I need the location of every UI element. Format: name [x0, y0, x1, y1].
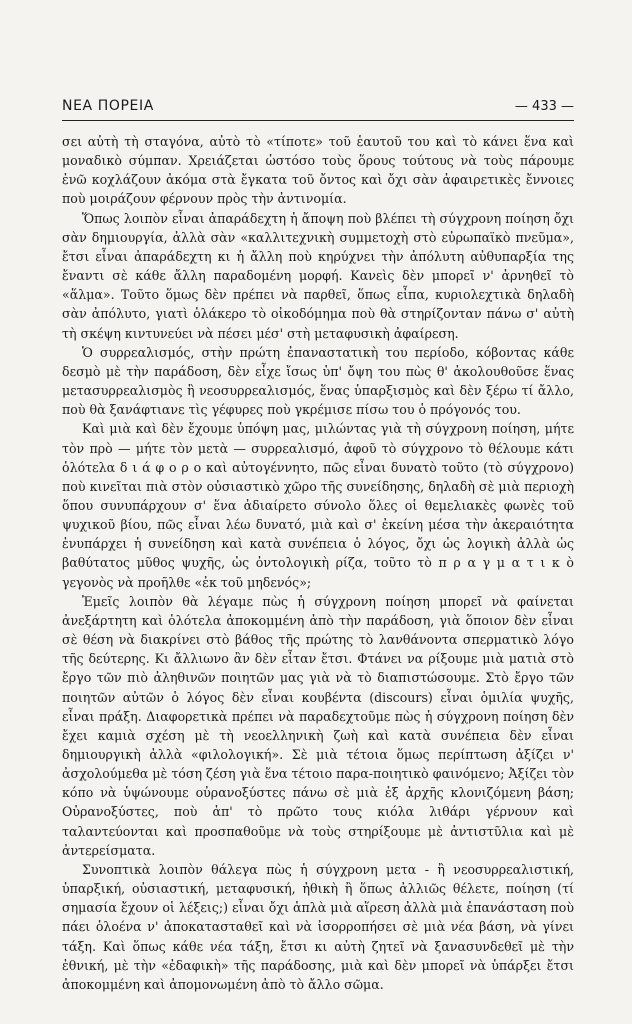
header-rule [62, 120, 574, 121]
paragraph-5: Ἐμεῖς λοιπὸν θὰ λέγαμε πὼς ἡ σύγχρονη ποίηση μπορεῖ νὰ φαίνεται ἀνεξάρτητη καὶ ὁλότελα ἀποκομμένη ἀπὸ τὴν παράδοση, γιὰ ὅποιον δὲν εἶναι σὲ θέση νὰ διακρίνει στὸ βάθος τῆς πρώτης τὸ λανθάνοντα σπερματικὸ λόγο τῆς δεύτερης. Κι ἄλλιωνο ἂν δὲν εἶταν ἔτσι. Φτάνει να ρίξουμε μιὰ ματιὰ στὸ ἔργο τῶν πιὸ ἀληθινῶν ποιητῶν μας γιὰ νὰ τὸ διαπιστώσουμε. Στὸ ἔργο τῶν ποιητῶν αὐτῶν ὁ λόγος δὲν εἶναι κουβέντα (discours) εἶναι ὁμιλία ψυχῆς, εἶναι πράξη. Διαφορετικὰ πρέπει νὰ παραδεχτοῦμε πὼς ἡ σύγχρονη ποίηση δὲν ἔχει καμιὰ σχέση μὲ τὴ νεοελληνικὴ ζωὴ καὶ κατὰ συνέπεια δὲν εἶναι δημιουργικὴ ἀλλὰ «φιλολογική». Σὲ μιὰ τέτοια ὅμως περίπτωση ἀξίζει ν' ἀσχολούμεθα μὲ τόση ζέση γιὰ ἕνα τέτοιο παρα-ποιητικὸ φαινόμενο; Ἀξίζει τὸν κόπο νὰ ὑψώνουμε οὐρανοξύστες πάνω σὲ μιὰ ἐξ ἀρχῆς κλονιζόμενη βάση; Οὐρανοξύστες, ποὺ ἀπ' τὸ πρῶτο τους κιόλα λιθάρι γέρνουν καὶ ταλαντεύονται καὶ προσπαθοῦμε νὰ τοὺς στηρίξουμε μὲ ἀντιστῦλια καὶ μὲ ἀντερείσματα. [62, 593, 574, 858]
journal-title: ΝΕΑ ΠΟΡΕΙΑ [62, 98, 154, 114]
page-number: — 433 — [514, 99, 574, 114]
paragraph-3: Ὁ συρρεαλισμός, στὴν πρώτη ἐπαναστατικὴ του περίοδο, κόβοντας κάθε δεσμὸ μὲ τὴν παράδοση, δὲν εἶχε ἴσως ὑπ' ὄψη του πὼς θ' ἀκολουθοῦσε ἕνας μετασυρρεαλισμὸς ἢ νεοσυρρεαλισμός, ἕνας ὑπαρξισμὸς καὶ δὲν ξέρω τί ἄλλο, ποὺ θὰ ξανάφτιανε τὶς γέφυρες ποὺ γκρέμισε πίσω του ὁ πρόγονός του. [62, 344, 574, 418]
running-header [62, 92, 574, 114]
paragraph-2: Ὅπως λοιπὸν εἶναι ἀπαράδεχτη ἡ ἄποψη ποὺ βλέπει τὴ σύγχρονη ποίηση ὄχι σὰν δημιουργία, ἀλλὰ σὰν «καλλιτεχνικὴ συμμετοχὴ στὸ εὐρωπαϊκὸ πνεῦμα», ἔτσι εἶναι ἀπαράδεχτη κι ἡ ἄλλη ποὺ κηρύχνει τὴν ἀπόλυτη αὐθυπαρξία της ἔναντι σὲ κάθε ἄλλη παραδομένη μορφή. Κανεὶς δὲν μπορεῖ ν' ἀρνηθεῖ τὸ «ἅλμα». Τοῦτο ὅμως δὲν πρέπει νὰ παρθεῖ, ὅπως εἶπα, κυριολεχτικὰ δηλαδὴ σὰν ἀπόλυτο, γιατὶ ὁλάκερο τὸ οἰκοδόμημα ποὺ θὰ στηρίζονταν πάνω σ' αὐτὴ τὴ σκέψη κιντυνεύει νὰ πέσει μέσ' στὴ μεταφυσικὴ ἀφαίρεση. [62, 210, 574, 341]
article-body [62, 132, 574, 994]
paragraph-6: Συνοπτικὰ λοιπὸν θάλεγα πὼς ἡ σύγχρονη μετα - ἢ νεοσυρρεαλιστική, ὑπαρξική, οὐσιαστική, μεταφυσική, ἠθικὴ ἢ ὅπως ἀλλιῶς θέλετε, ποίηση (τί σημασία ἔχουν οἱ λέξεις;) εἶναι ὄχι ἁπλὰ μιὰ αἵρεση ἀλλὰ μιὰ ἐπανάσταση ποὺ πάει ὁλοένα ν' ἀποκατασταθεῖ καὶ νὰ ἰσορροπήσει σὲ μιὰ νέα βάση, νὰ γίνει τάξη. Καὶ ὅπως κάθε νέα τάξη, ἔτσι κι αὐτὴ ζητεῖ νὰ ξανασυνδεθεῖ μὲ τὴν ἐθνική, μὲ τὴν «ἐδαφικὴ» τῆς παράδοσης, μιὰ καὶ δὲν μπορεῖ νὰ ὑπάρξει ἔτσι ἀποκομμένη καὶ ἀπομονωμένη ἀπὸ τὸ ἄλλο σῶμα. [62, 861, 574, 992]
paragraph-1: σει αὐτὴ τὴ σταγόνα, αὐτὸ τὸ «τίποτε» τοῦ ἑαυτοῦ του καὶ τὸ κάνει ἕνα καὶ μοναδικὸ σύμπαν. Χρειάζεται ὡστόσο τοὺς ὅρους τούτους νὰ τοὺς πάρουμε ἐνῶ κοχλάζουν ἀκόμα στὰ ἔγκατα τοῦ ὄντος καὶ ὄχι σὰν ἀφαιρετικὲς ἔννοιες ποὺ μοιράζουν φέρνουν πρὸς τὴν ἀντινομία. [62, 134, 574, 207]
paragraph-4: Καὶ μιὰ καὶ δὲν ἔχουμε ὑπόψη μας, μιλώντας γιὰ τὴ σύγχρονη ποίηση, μήτε τὸν πρὸ — μήτε τὸν μετὰ — συρρεαλισμό, ἀφοῦ τὸ σύγχρονο τὸ θέλουμε κάτι ὁλότελα δ ι ά φ ο ρ ο καὶ αὐτογέννητο, πῶς εἶναι δυνατὸ τοῦτο (τὸ σύγχρονο) ποὺ κινεῖται πιὰ στὸν οὐσιαστικὸ χῶρο τῆς συνείδησης, δηλαδὴ σὲ μιὰ περιοχὴ ὅπου συνυπάρχουν σ' ἕνα ἀδιαίρετο σύνολο ὅλες οἱ θεμελιακὲς φωνὲς τοῦ ψυχικοῦ βίου, πῶς εἶναι λέω δυνατό, μιὰ καὶ σ' ἐκείνη μέσα τὴν ἀκεραιότητα ἐνυπάρχει ἡ συνείδηση καὶ κατὰ συνέπεια ὁ λόγος, ὄχι ὡς λογικὴ ἀλλὰ ὡς βαθύτατος μῦθος ψυχῆς, ὡς ὀντολογικὴ ρίζα, τοῦτο τὸ π ρ α γ μ α τ ι κ ὸ γεγονὸς νὰ προῆλθε «ἐκ τοῦ μηδενός»; [62, 421, 574, 590]
